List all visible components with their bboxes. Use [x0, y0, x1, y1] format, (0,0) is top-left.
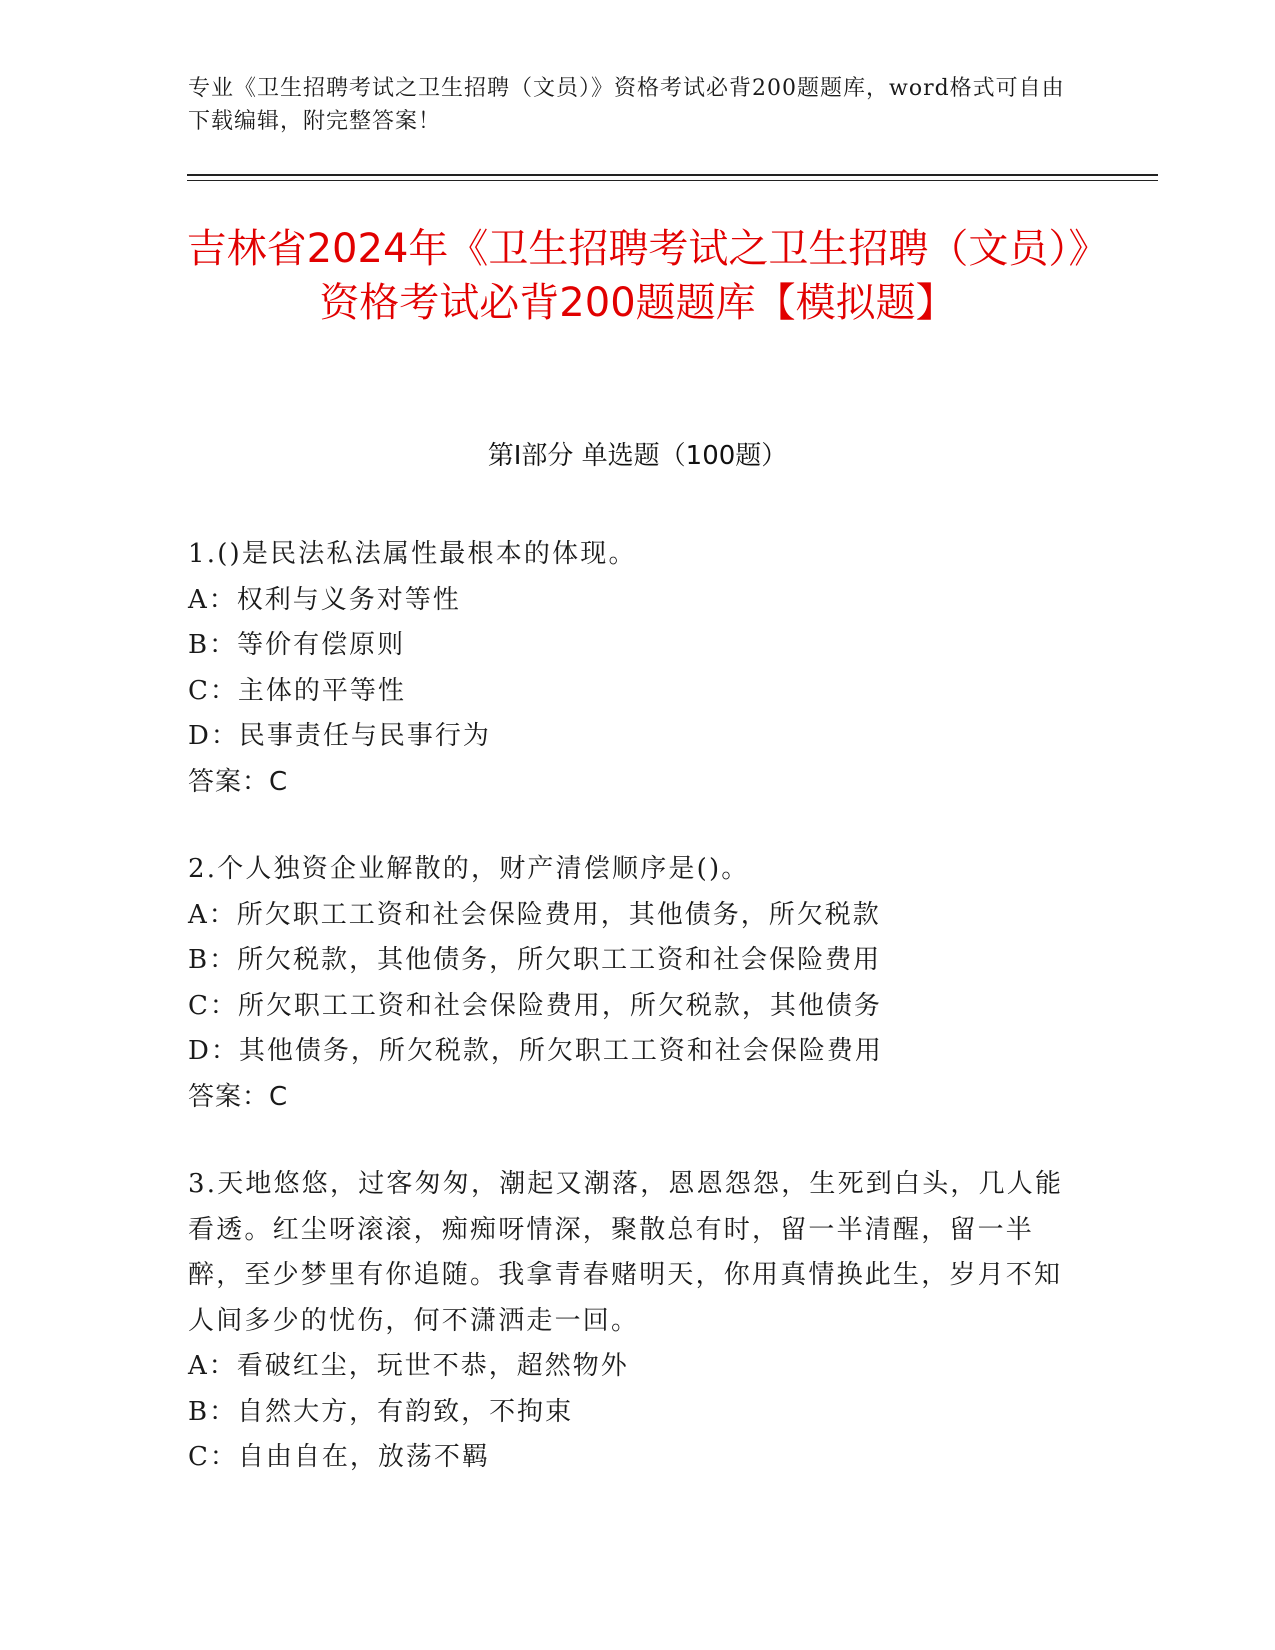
question-stem: 2.个人独资企业解散的，财产清偿顺序是()。: [188, 854, 750, 884]
answer-line: 答案：C: [188, 766, 289, 797]
question-3: [188, 1162, 1068, 1481]
header-divider-thick: [187, 174, 1158, 176]
option-a: A：所欠职工工资和社会保险费用，其他债务，所欠税款: [188, 899, 881, 930]
option-c: C：主体的平等性: [188, 675, 406, 706]
option-d: D：其他债务，所欠税款，所欠职工工资和社会保险费用: [188, 1036, 883, 1066]
question-stem: 3.天地悠悠，过客匆匆，潮起又潮落，恩恩怨怨，生死到白头，几人能看透。红尘呀滚滚，痴痴呀情深，聚散总有时，留一半清醒，留一半醉，至少梦里有你追随。我拿青春赌明天，你用真情换此生，岁月不知人间多少的忧伤，何不潇洒走一回。: [188, 1169, 1064, 1336]
document-title: 吉林省2024年《卫生招聘考试之卫生招聘（文员）》资格考试必背200题题库【模拟题】: [186, 226, 1089, 326]
option-a: A：看破红尘，玩世不恭，超然物外: [188, 1351, 629, 1381]
question-2: [188, 847, 1068, 1120]
question-1: [188, 532, 1068, 805]
question-list: [188, 532, 1068, 1523]
section-heading: 第I部分 单选题（100题）: [487, 441, 788, 471]
header-note: 专业《卫生招聘考试之卫生招聘（文员）》资格考试必背200题题库，word格式可自由下载编辑，附完整答案！: [188, 76, 1065, 134]
option-b: B：等价有偿原则: [188, 630, 406, 660]
option-c: C：所欠职工工资和社会保险费用，所欠税款，其他债务: [188, 990, 882, 1021]
option-c: C：自由自在，放荡不羁: [188, 1442, 490, 1472]
option-b: B：自然大方，有韵致，不拘束: [188, 1396, 574, 1427]
option-b: B：所欠税款，其他债务，所欠职工工资和社会保险费用: [188, 945, 882, 975]
option-a: A：权利与义务对等性: [188, 584, 461, 615]
answer-line: 答案：C: [188, 1081, 289, 1112]
header-divider-thin: [187, 180, 1158, 181]
option-d: D：民事责任与民事行为: [188, 721, 491, 751]
question-stem: 1.()是民法私法属性最根本的体现。: [188, 539, 637, 569]
